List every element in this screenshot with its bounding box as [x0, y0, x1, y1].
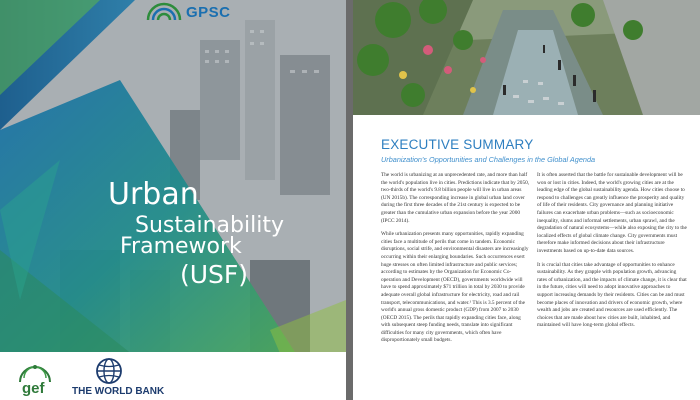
text-column-right: [537, 172, 687, 336]
gpsc-brand-text: GPSC: [186, 3, 231, 21]
paragraph: It is often asserted that the battle for sustainable development will be won or lost in cities. Indeed, the world's growing cities are at the leading edge of the global sustainability agenda. How cities choose to respond to challenges can greatly influence the prosperity and quality of life of their residents. City governance and planning initiative failures can exacerbate urban problems—such as socioeconomic inequality, slums and informal settlements, urban sprawl, and the degradation of natural ecosystems—while also exposing the city to the localized effects of global climate change. City governments must therefore make informed decisions about their infrastructure investments based on up-to-date data sources.: [537, 172, 687, 254]
gpsc-globe-icon: [146, 2, 182, 22]
section-heading: EXECUTIVE SUMMARY: [381, 137, 534, 152]
gef-logo-text: gef: [22, 380, 45, 397]
world-bank-logo-text: THE WORLD BANK: [72, 386, 165, 397]
paragraph: While urbanization presents many opportunities, rapidly expanding cities face a multitude of perils that come in tandem. Economic disruptions, social strife, and environmental disasters are increasingly occurring within their enlarging boundaries. Such occurrences exert huge stresses on often limited infrastructure and public services; according to estimates by the Organization for Economic Co-operation and Development (OECD), governments worldwide will have to spend approximately $71 trillion in total by 2030 to provide adequate overall global infrastructure for electricity, road and rail transport, telecommunications, and water.¹ This is 3.5 percent of the world's annual gross domestic product (GDP) from 2007 to 2030 (OECD 2015). The perils that rapidly expanding cities face, along with subsequent steep funding needs, translate into significant difficulties for many city governments, which often have disproportionately small budgets.: [381, 231, 529, 344]
cover-title-line-1: Urban: [108, 177, 199, 212]
paragraph: The world is urbanizing at an unprecedented rate, and more than half the world's population live in cities. Predictions indicate that by 2050, two-thirds of the world's 9.8 billion people will live in urban areas (UN 2015b). The corresponding increase in global urban land cover during the first three decades of the 21st century is expected to be greater than the cumulative urban expansion before the year 2000 (IPCC 2014).: [381, 172, 530, 224]
cover-title-line-3: Framework: [120, 234, 242, 259]
paragraph: It is crucial that cities take advantage of opportunities to enhance sustainability. As they grapple with population growth, advancing rates of urbanization, and the impacts of climate change, it is clear that in the future, cities will need to adopt innovative approaches to support increasing demands by their residents. Cities can be and must become places of innovation and drivers of economic growth, where wealth and jobs are created and resources are used efficiently. The choices that are made about how cities are built, inhabited, and maintained will have long-term global effects.: [537, 261, 687, 329]
cover-title-line-4: (USF): [180, 260, 249, 289]
world-bank-globe-icon: [96, 358, 122, 384]
partner-logos: [0, 352, 346, 400]
cover-title-line-2: Sustainability: [135, 213, 284, 238]
report-cover: [0, 0, 346, 400]
urban-stream-photo: [353, 0, 700, 115]
gpsc-logo: [146, 2, 231, 22]
section-subheading: Urbanization's Opportunities and Challenges in the Global Agenda: [381, 155, 596, 164]
text-column-left: [381, 172, 531, 351]
executive-summary-page: [353, 0, 700, 400]
